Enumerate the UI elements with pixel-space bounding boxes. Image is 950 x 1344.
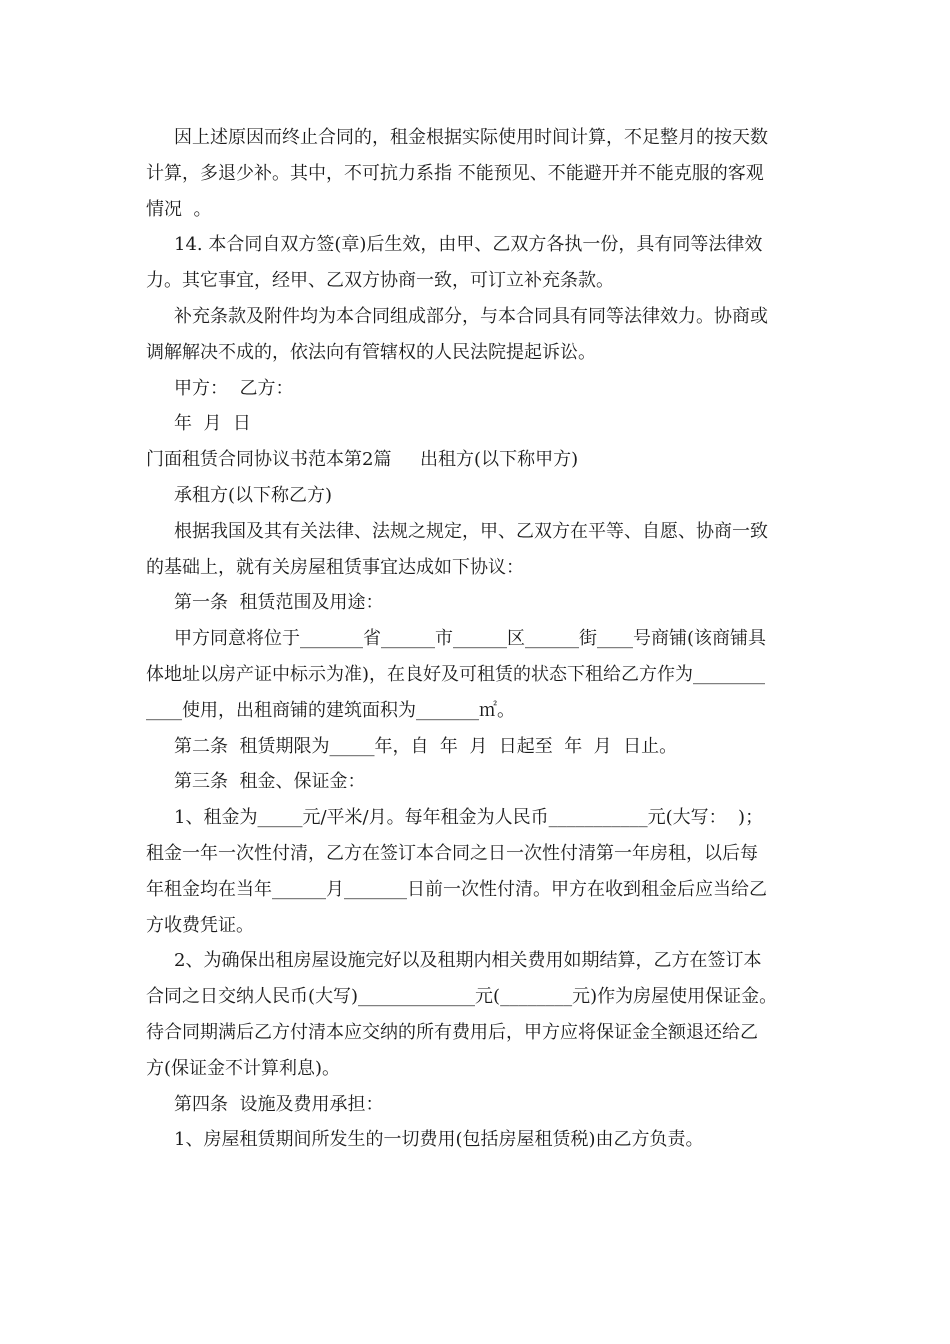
document-line: 补充条款及附件均为本合同组成部分，与本合同具有同等法律效力。协商或	[174, 305, 768, 327]
document-line: ____使用，出租商铺的建筑面积为_______㎡。	[146, 699, 515, 721]
document-line: 承租方(以下称乙方)	[174, 484, 333, 506]
document-line: 力。其它事宜，经甲、乙双方协商一致，可订立补充条款。	[146, 270, 614, 292]
document-line: 1、租金为_____元/平米/月。每年租金为人民币___________元(大写： )；	[174, 807, 764, 829]
document-line: 方收费凭证。	[146, 914, 254, 936]
document-line: 待合同期满后乙方付清本应交纳的所有费用后，甲方应将保证金全额退还给乙	[146, 1021, 758, 1043]
document-line: 年租金均在当年______月_______日前一次性付清。甲方在收到租金后应当给乙	[146, 878, 767, 900]
document-line: 1、房屋租赁期间所发生的一切费用(包括房屋租赁税)由乙方负责。	[174, 1129, 704, 1151]
document-line: 情况 。	[146, 198, 212, 220]
document-line: 年 月 日	[174, 413, 251, 435]
document-line: 因上述原因而终止合同的，租金根据实际使用时间计算，不足整月的按天数	[174, 127, 768, 148]
document-line: 2、为确保出租房屋设施完好以及租期内相关费用如期结算，乙方在签订本	[174, 950, 762, 972]
document-line: 调解解决不成的，依法向有管辖权的人民法院提起诉讼。	[146, 341, 596, 363]
document-line: 第二条 租赁期限为_____年，自 年 月 日起至 年 月 日止。	[174, 735, 678, 757]
document-line: 第一条 租赁范围及用途：	[174, 592, 384, 614]
document-line: 14. 本合同自双方签(章)后生效，由甲、乙双方各执一份，具有同等法律效	[174, 234, 763, 256]
document-line: 第三条 租金、保证金：	[174, 771, 366, 793]
document-line: 门面租赁合同协议书范本第2篇 出租方(以下称甲方)	[146, 449, 579, 471]
document-line: 计算，多退少补。其中，不可抗力系指 不能预见、不能避开并不能克服的客观	[146, 162, 764, 184]
document-line: 甲方： 乙方：	[174, 377, 294, 399]
document-line: 体地址以房产证中标示为准)，在良好及可租赁的状态下租给乙方作为________	[146, 663, 766, 685]
document-body	[146, 120, 816, 1158]
document-line: 第四条 设施及费用承担：	[174, 1093, 384, 1115]
document-line: 租金一年一次性付清，乙方在签订本合同之日一次性付清第一年房租，以后每	[146, 842, 758, 864]
document-line: 根据我国及其有关法律、法规之规定，甲、乙双方在平等、自愿、协商一致	[174, 520, 768, 542]
document-line: 甲方同意将位于_______省______市______区______街____号商铺(该商铺具	[174, 628, 767, 650]
document-line: 方(保证金不计算利息)。	[146, 1057, 341, 1079]
document-line: 合同之日交纳人民币(大写)_____________元(________元)作为房屋使用保证金。	[146, 986, 778, 1008]
document-line: 的基础上，就有关房屋租赁事宜达成如下协议：	[146, 556, 524, 578]
